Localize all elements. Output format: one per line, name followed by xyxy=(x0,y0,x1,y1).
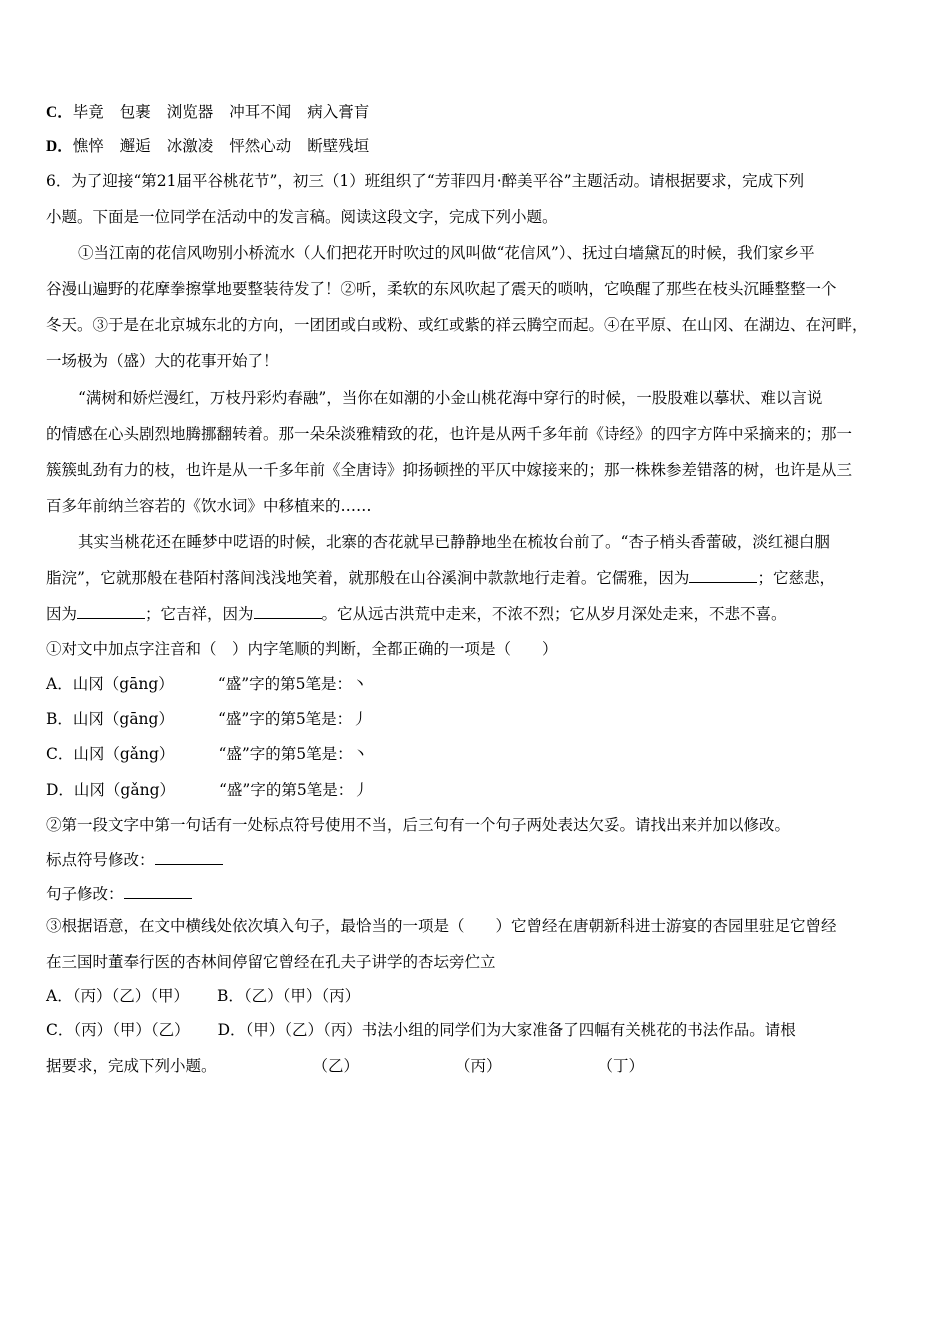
artwork-label: （丙） xyxy=(455,1057,502,1075)
passage-text: 。它从远古洪荒中走来，不浓不烈；它从岁月深处走来，不悲不喜。 xyxy=(321,605,787,623)
passage-p2-line: 簇簇虬劲有力的枝，也许是从一千多年前《全唐诗》抑扬顿挫的平仄中嫁接来的；那一株株参差错落的树，也许是从三 xyxy=(46,461,853,479)
word: 邂逅 xyxy=(119,137,151,155)
intro-text: 据要求，完成下列小题。 xyxy=(46,1057,217,1075)
sub-question-1-option xyxy=(46,674,367,694)
punctuation-fix-line xyxy=(46,850,223,870)
sentence-fix-line xyxy=(46,884,192,904)
sub-question-1-option xyxy=(46,709,368,729)
answer-blank[interactable] xyxy=(77,604,145,619)
question-6-line-1: 6．为了迎接“第21届平谷桃花节”，初三（1）班组织了“芳菲四月·醉美平谷”主题活动。请根据要求，完成下列 xyxy=(46,172,805,190)
artwork-label: （丁） xyxy=(597,1057,645,1075)
passage-p1-line: ①当江南的花信风吻别小桥流水（人们把花开时吹过的风叫做“花信风”）、抚过白墙黛瓦的时候，我们家乡平 xyxy=(78,244,815,262)
option-text: A．（丙）（乙）（甲） xyxy=(46,987,189,1005)
option-text: A．山冈（gāng） xyxy=(46,675,174,693)
word: 冰激凌 xyxy=(166,137,214,155)
option-text: B．（乙）（甲）（丙） xyxy=(216,987,361,1005)
field-label: 句子修改： xyxy=(46,885,124,903)
word: 病入膏肓 xyxy=(307,103,370,121)
word: 浏览器 xyxy=(166,103,214,121)
passage-p2-line: 的情感在心头剧烈地腾挪翻转着。那一朵朵淡雅精致的花，也许是从两千多年前《诗经》的四字方阵中采摘来的；那一 xyxy=(46,425,853,443)
word: 冲耳不闻 xyxy=(229,103,292,121)
passage-text: 脂浣”，它就那般在巷陌村落间浅浅地笑着，就那般在山谷溪涧中款款地行走着。它儒雅，因为 xyxy=(46,569,690,587)
option-c-line xyxy=(46,102,385,123)
field-label: 标点符号修改： xyxy=(46,851,155,869)
artwork-label: （乙） xyxy=(312,1057,360,1075)
sub-question-3-options-cd xyxy=(46,1020,796,1040)
sub-question-3-line-1: ③根据语意，在文中横线处依次填入句子，最恰当的一项是（ ）它曾经在唐朝新科进士游宴的杏园里驻足它曾经 xyxy=(46,917,837,935)
passage-text: 因为 xyxy=(46,605,78,623)
word: 毕竟 xyxy=(72,103,104,121)
answer-blank[interactable] xyxy=(254,604,322,619)
answer-blank[interactable] xyxy=(124,884,192,899)
word: 憔悴 xyxy=(72,137,104,155)
passage-p2-line: “满树和娇烂漫红，万枝丹彩灼春融”，当你在如潮的小金山桃花海中穿行的时候，一股股难以摹状、难以言说 xyxy=(78,389,823,407)
passage-text: ；它吉祥，因为 xyxy=(145,605,254,623)
passage-p2-line: 百多年前纳兰容若的《饮水词》中移植来的…… xyxy=(46,497,372,515)
option-text: B．山冈（gāng） xyxy=(46,710,174,728)
option-label: D． xyxy=(46,138,73,155)
option-d-line xyxy=(46,136,385,157)
passage-p3-line xyxy=(46,568,835,588)
option-text: “盛”字的第5笔是：丿 xyxy=(217,710,368,728)
option-label: C． xyxy=(46,104,73,121)
option-text: “盛”字的第5笔是：丿 xyxy=(219,781,369,799)
option-text: D．（甲）（乙）（丙）书法小组的同学们为大家准备了四幅有关桃花的书法作品。请根 xyxy=(217,1021,796,1039)
passage-text: ；它慈悲， xyxy=(757,569,835,587)
option-text: D．山冈（gǎng） xyxy=(46,781,175,799)
passage-p1-line: 谷漫山遍野的花摩拳擦掌地要整装待发了！②听，柔软的东风吹起了震天的唢呐，它唤醒了那些在枝头沉睡整整一个 xyxy=(46,280,837,298)
sub-question-1-stem: ①对文中加点字注音和（ ）内字笔顺的判断，全都正确的一项是（ ） xyxy=(46,640,558,658)
answer-blank[interactable] xyxy=(155,850,223,865)
passage-p3-line xyxy=(46,604,787,624)
word: 断壁残垣 xyxy=(307,137,370,155)
sub-question-2-stem: ②第一段文字中第一句话有一处标点符号使用不当，后三句有一个句子两处表达欠妥。请找出来并加以修改。 xyxy=(46,816,791,834)
answer-blank[interactable] xyxy=(689,568,757,583)
calligraphy-intro-line xyxy=(46,1056,644,1076)
sub-question-3-line-2: 在三国时董奉行医的杏林间停留它曾经在孔夫子讲学的杏坛旁伫立 xyxy=(46,953,496,971)
option-text: C．山冈（gǎng） xyxy=(46,745,175,763)
sub-question-1-option xyxy=(46,744,368,764)
option-text: “盛”字的第5笔是：丶 xyxy=(218,745,369,763)
passage-p1-line: 一场极为（盛）大的花事开始了！ xyxy=(46,352,279,370)
option-text: C．（丙）（甲）（乙） xyxy=(46,1021,190,1039)
sub-question-1-option xyxy=(46,780,369,800)
passage-p3-line: 其实当桃花还在睡梦中呓语的时候，北寨的杏花就早已静静地坐在梳妆台前了。“杏子梢头香蕾破，淡红褪白胭 xyxy=(78,533,830,551)
option-text: “盛”字的第5笔是：丶 xyxy=(217,675,368,693)
question-6-line-2: 小题。下面是一位同学在活动中的发言稿。阅读这段文字，完成下列小题。 xyxy=(46,208,558,226)
word: 包裹 xyxy=(119,103,151,121)
passage-p1-line: 冬天。③于是在北京城东北的方向，一团团或白或粉、或红或紫的祥云腾空而起。④在平原、在山冈、在湖边、在河畔， xyxy=(46,316,868,334)
sub-question-3-options-ab xyxy=(46,986,360,1006)
word: 怦然心动 xyxy=(229,137,292,155)
